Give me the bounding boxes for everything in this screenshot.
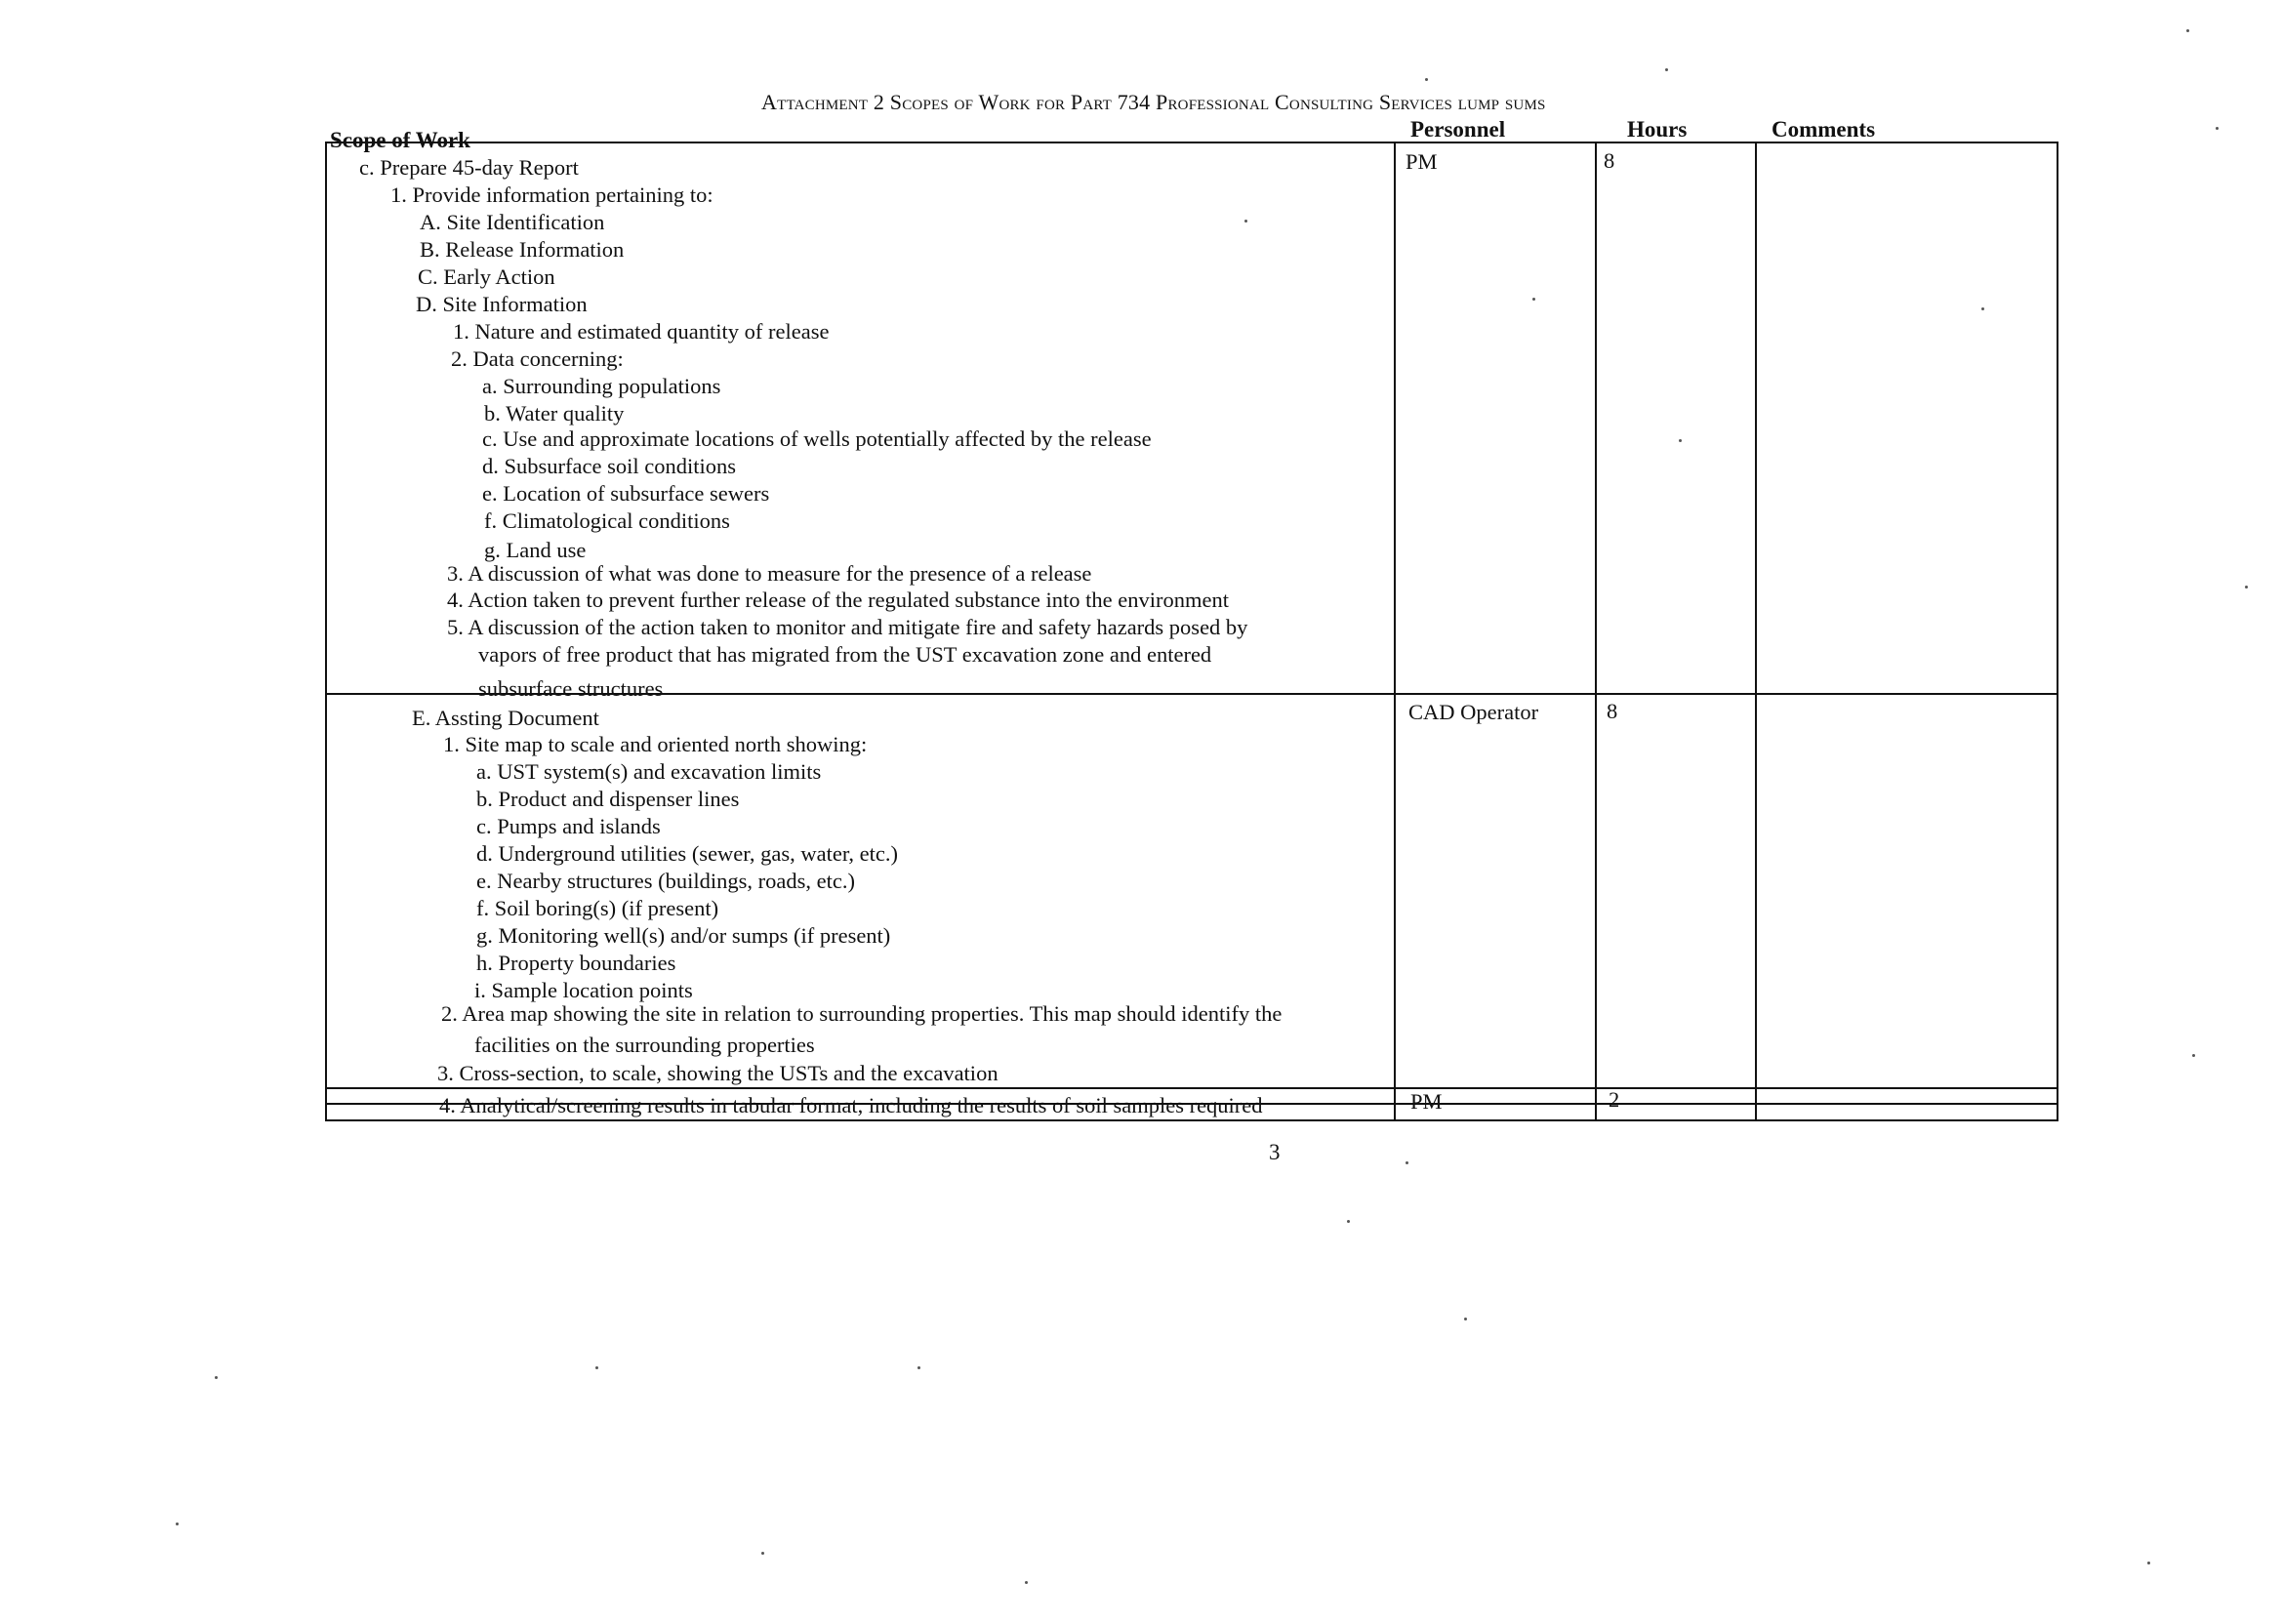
scan-speck (2216, 127, 2219, 130)
table-row-line: f. Climatological conditions (484, 508, 730, 533)
table-row-line: i. Sample location points (474, 978, 693, 1002)
column-divider-personnel (1394, 142, 1396, 1121)
table-row-line: 1. Site map to scale and oriented north showing: (443, 732, 868, 756)
header-scope-of-work: Scope of Work (330, 128, 470, 152)
table-row-line: 2. Data concerning: (451, 346, 624, 371)
scan-speck (595, 1366, 598, 1369)
personnel-cell: PM (1410, 1089, 1443, 1114)
table-row-line: c. Prepare 45-day Report (359, 155, 579, 180)
table-row-line: a. UST system(s) and excavation limits (476, 759, 822, 784)
scan-speck (1464, 1318, 1467, 1320)
table-row-line: E. Assting Document (412, 706, 599, 730)
table-row-line: d. Underground utilities (sewer, gas, water, etc.) (476, 841, 899, 866)
header-personnel: Personnel (1410, 117, 1506, 142)
scan-speck (2192, 1054, 2195, 1057)
table-row-line: g. Monitoring well(s) and/or sumps (if present) (476, 923, 891, 948)
table-row-line: D. Site Information (416, 292, 588, 316)
scan-speck (1532, 298, 1535, 301)
document-title: Attachment 2 Scopes of Work for Part 734 Professional Consulting Services lump sums (761, 90, 1546, 114)
scan-speck (761, 1552, 764, 1555)
scan-speck (2245, 586, 2248, 589)
page-number: 3 (1269, 1140, 1281, 1164)
hours-cell: 2 (1609, 1087, 1620, 1112)
table-row-line: 4. Action taken to prevent further release of the regulated substance into the environment (447, 588, 1229, 612)
table-row-line: subsurface structures (478, 676, 664, 701)
scan-speck (1665, 68, 1668, 71)
table-row-line: 2. Area map showing the site in relation to surrounding properties. This map should identify the (441, 1001, 1283, 1026)
table-row-line: f. Soil boring(s) (if present) (476, 896, 719, 920)
table-row-line: 5. A discussion of the action taken to monitor and mitigate fire and safety hazards posed by (447, 615, 1248, 639)
scan-speck (1425, 78, 1428, 81)
table-row-line: 1. Nature and estimated quantity of release (453, 319, 830, 344)
header-hours: Hours (1627, 117, 1688, 142)
row-divider-2 (325, 1087, 2058, 1089)
column-divider-hours (1595, 142, 1597, 1121)
scan-speck (215, 1376, 218, 1379)
scan-speck (1406, 1161, 1408, 1164)
header-comments: Comments (1772, 117, 1876, 142)
table-row-line: 1. Provide information pertaining to: (390, 183, 713, 207)
table-row-line: vapors of free product that has migrated from the UST excavation zone and entered (478, 642, 1212, 667)
table-row-line: a. Surrounding populations (482, 374, 721, 398)
scan-speck (2147, 1562, 2150, 1564)
table-row-line: 3. Cross-section, to scale, showing the USTs and the excavation (437, 1061, 998, 1085)
personnel-cell: CAD Operator (1408, 700, 1539, 724)
column-divider-comments (1755, 142, 1757, 1121)
table-row-line: e. Location of subsurface sewers (482, 481, 770, 506)
table-row-line: b. Product and dispenser lines (476, 787, 740, 811)
table-row-line: c. Pumps and islands (476, 814, 661, 838)
table-row-line: g. Land use (484, 538, 587, 562)
scan-speck (1244, 220, 1247, 223)
table-row-line: d. Subsurface soil conditions (482, 454, 736, 478)
table-row-line: b. Water quality (484, 401, 625, 426)
table-row-line: A. Site Identification (420, 210, 605, 234)
scan-speck (176, 1522, 179, 1525)
scan-speck (1025, 1581, 1028, 1584)
hours-cell: 8 (1607, 699, 1618, 723)
personnel-cell: PM (1406, 149, 1438, 174)
table-row-line: e. Nearby structures (buildings, roads, etc.) (476, 869, 856, 893)
scan-speck (2186, 29, 2189, 32)
table-row-line: C. Early Action (418, 264, 555, 289)
table-row-line: B. Release Information (420, 237, 625, 262)
scan-speck (1347, 1220, 1350, 1223)
hours-cell: 8 (1604, 148, 1615, 173)
scan-speck (917, 1366, 920, 1369)
table-row-line: c. Use and approximate locations of wells potentially affected by the release (482, 426, 1152, 451)
table-row-line: 3. A discussion of what was done to measure for the presence of a release (447, 561, 1092, 586)
table-row-line: h. Property boundaries (476, 951, 676, 975)
table-row-line: facilities on the surrounding properties (474, 1033, 815, 1057)
scan-speck (1981, 307, 1984, 310)
scan-speck (1679, 439, 1682, 442)
table-row-line: 4. Analytical/screening results in tabular format, including the results of soil samples required (439, 1093, 1263, 1117)
